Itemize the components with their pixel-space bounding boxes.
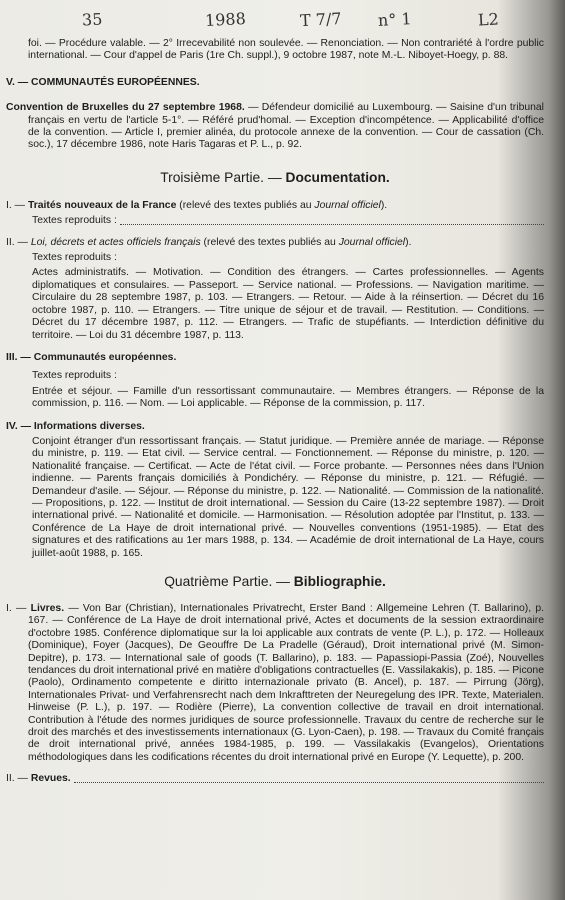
decision-title: Convention de Bruxelles du 27 septembre 1968. (6, 102, 245, 114)
section-number: III. — (6, 351, 31, 363)
dotted-leader (74, 782, 544, 783)
reproduced-texts-label: Textes reproduits : (32, 370, 117, 382)
subsection-note-end: ). (380, 199, 388, 211)
decision-text: — Défendeur domicilié au Luxembourg. — Saisine d'un tribunal français en vertu de l'article 5-1°. — Référé prud'homal. — Exception d'incompétence. — Applicabilité d'office de la convention. — Article I, premier alinéa, du protocole annexe de la convention. — Cour de cassation (Ch. soc.), 17 décembre 1986, note Haris Tagaras et P. L., p. 92. (28, 102, 544, 151)
reproduced-texts-line (6, 215, 544, 227)
subsection-heading-informations (6, 421, 544, 433)
section-number: II. — (6, 236, 28, 248)
section-number: I. — (6, 199, 26, 211)
subsection-heading-communautes (6, 352, 544, 364)
decision-entry (6, 102, 544, 152)
section-heading-communautes (6, 77, 544, 89)
journal-name: Journal officiel (314, 199, 381, 211)
communautes-text: Entrée et séjour. — Famille d'un ressortissant communautaire. — Membres étrangers. — Réponse de la commission, p. 116. — Nom. — Loi applicable. — Réponse de la commission, p. 117. (32, 385, 544, 410)
part-label: Troisième Partie. — (160, 169, 286, 185)
subsection-title: Revues. (30, 773, 71, 785)
handwritten-note: n° 1 (377, 9, 413, 30)
handwritten-note: 1988 (204, 8, 247, 31)
reproduced-texts-label: Textes reproduits : (32, 215, 117, 227)
subsection-note: (relevé des textes publiés au (200, 236, 339, 248)
subsection-title: Traités nouveaux de la France (27, 199, 177, 211)
livres-entry (6, 603, 544, 764)
handwritten-annotations (0, 10, 565, 38)
handwritten-note: T 7/7 (299, 8, 342, 31)
page-content (6, 38, 544, 786)
section-number: II. — (6, 773, 28, 785)
section-number: I. — (6, 603, 27, 614)
livres-text: — Von Bar (Christian), Internationales Privatrecht, Erster Band : Allgemeine Lehren (T. Ballarino), p. 167. — Conférence de La Haye de droit international privé, Actes et documents de la session extraordinaire d'octobre 1985. Conférence diplomatique sur la loi applicable aux contrats de vente (P. L.), p. 172. — Holleaux (Dominique), Foyer (Jacques), De Geouffre De La Pradelle (Géraud), Droit international privé (M. Simon-Depitre), p. 173. — International sale of goods (T. Ballarino), p. 183. — Papassiopi-Passia (Zoé), Nouvelles tendances du droit international privé en matière d'obligations contractuelles (E. Vassilakakis), p. 185. — Picone (Paolo), Ordinamento competente e diritto internazionale privato (B. Ancel), p. 187. — Pirrung (Jörg), Internationales Privat- und Verfahrensrecht nach dem Inkrafttreten der Neuregelung des IPR. Texte, Materialen. Hinweise (P. L.), p. 197. — Rodière (Pierre), La convention collective de travail en droit international. Contribution à l'étude des normes juridiques de source professionnelle. Travaux du centre de recherche sur le droit des marchés et des investissements internationaux (G. Lyon-Caen), p. 198. — Travaux du Comité français de droit international privé, années 1984-1985, p. 199. — Vassilakakis (Evangelos), Orientations méthodologiques dans les codifications récentes du droit international privé en Europe (Y. Lequette), p. 200. (28, 603, 544, 763)
section-title: COMMUNAUTÉS EUROPÉENNES. (31, 76, 200, 88)
reproduced-texts-label: Textes reproduits : (32, 252, 117, 264)
subsection-note-end: ). (405, 236, 412, 248)
dotted-leader (120, 224, 544, 225)
section-number: IV. — (6, 420, 32, 432)
subsection-heading-decrets (6, 237, 544, 249)
subsection-title: Livres. (30, 603, 65, 614)
part-title: Bibliographie. (293, 574, 386, 589)
handwritten-note: 35 (81, 9, 103, 30)
handwritten-note: L2 (477, 9, 500, 30)
revues-line (6, 773, 544, 785)
journal-name: Journal officiel (338, 236, 406, 248)
part-heading-bibliographie (6, 574, 544, 590)
part-label: Quatrième Partie. — (164, 574, 294, 589)
subsection-note: (relevé des textes publiés au (176, 199, 315, 211)
subsection-heading-traites (6, 200, 544, 212)
informations-text: Conjoint étranger d'un ressortissant français. — Statut juridique. — Première année de mariage. — Réponse du ministre, p. 119. — Etat civil. — Service central. — Fonctionnement. — Réponse du ministre, p. 120. — Nationalité française. — Certificat. — Acte de l'état civil. — Force probante. — Personnes nées dans l'Union indienne. — Parents français domiciliés à Pondichéry. — Réponse du ministre, p. 121. — Réfugié. — Demandeur d'asile. — Séjour. — Réponse du ministre, p. 122. — Nationalité. — Commission de la nationalité. — Propositions, p. 122. — Institut de droit international. — Session du Caire (13-22 septembre 1987). — Droit international privé. — Nationalité et domicile. — Harmonisation. — Résolution adoptée par l'Institut, p. 133. — Conférence de La Haye de droit international privé. — Nouvelles conventions (1951-1985). — Etat des signatures et des ratifications au 1er mars 1988, p. 134. — Académie de droit international de La Haye, cours juillet-août 1988, p. 165. (32, 435, 544, 559)
continuation-paragraph: foi. — Procédure valable. — 2° Irrecevabilité non soulevée. — Renonciation. — Non contrariété à l'ordre public international. — Cour d'appel de Paris (1re Ch. suppl.), 9 octobre 1987, note M.-L. Niboyet-Hoegy, p. 88. (28, 38, 544, 62)
part-heading-documentation (6, 170, 544, 186)
subsection-title: Informations diverses. (33, 420, 145, 432)
decrets-text: Actes administratifs. — Motivation. — Condition des étrangers. — Cartes professionnelles. — Agents diplomatiques et consulaires. — Passeport. — Service national. — Professions. — Navigation maritime. — Circulaire du 28 septembre 1987, p. 103. — Etrangers. — Retour. — Aide à la réinsertion. — Décret du 16 octobre 1987, p. 110. — Etrangers. — Titre unique de séjour et de travail. — Restitution. — Conditions. — Décret du 17 décembre 1987, p. 112. — Etrangers. — Trafic de stupéfiants. — Interdiction définitive du territoire. — Loi du 31 décembre 1987, p. 113. (32, 267, 544, 341)
subsection-title: Communautés européennes. (33, 351, 177, 363)
section-number: V. — (6, 76, 29, 88)
part-title: Documentation. (285, 169, 390, 185)
subsection-title: Loi, décrets et actes officiels français (30, 236, 201, 248)
